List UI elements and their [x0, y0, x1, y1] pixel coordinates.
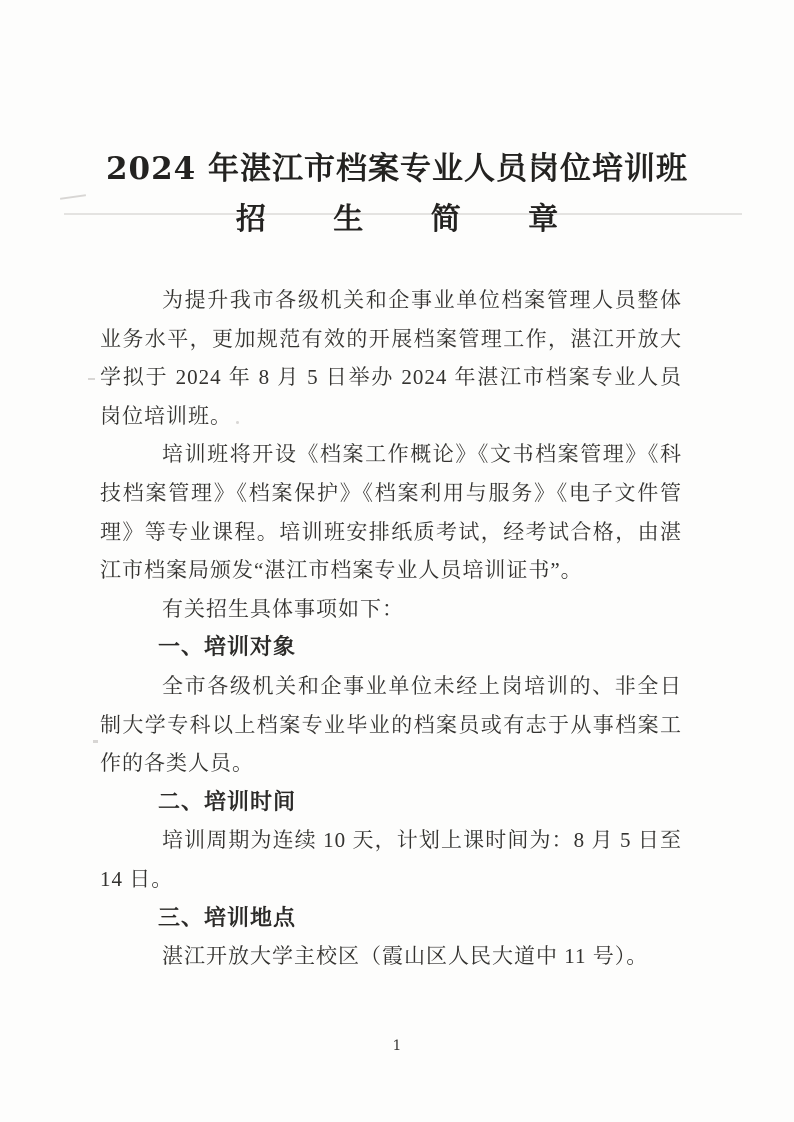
doc-title-line-1: 2024 年湛江市档案专业人员岗位培训班: [105, 151, 689, 187]
section-body-training-time: 培训周期为连续 10 天，计划上课时间为：8 月 5 日至 14 日。: [100, 828, 682, 891]
document-body: [100, 281, 682, 976]
intro-paragraph-lead-in: 有关招生具体事项如下：: [162, 596, 404, 621]
intro-paragraph-overview: 为提升我市各级机关和企事业单位档案管理人员整体业务水平，更加规范有效的开展档案管理工作，湛江开放大学拟于 2024 年 8 月 5 日举办 2024 年湛江市档案专业人员岗位培训班。: [100, 288, 682, 428]
section-body-training-location: 湛江开放大学主校区（霞山区人民大道中 11 号）。: [162, 944, 649, 969]
section-heading-training-time: 二、培训时间: [158, 788, 297, 814]
intro-paragraph-courses: 培训班将开设《档案工作概论》《文书档案管理》《科技档案管理》《档案保护》《档案利用与服务》《电子文件管理》等专业课程。培训班安排纸质考试，经考试合格，由湛江市档案局颁发“湛江市档案专业人员培训证书”。: [100, 442, 682, 583]
scan-speck: [93, 740, 98, 743]
section-body-training-target: 全市各级机关和企事业单位未经上岗培训的、非全日制大学专科以上档案专业毕业的档案员或有志于从事档案工作的各类人员。: [100, 673, 682, 776]
scan-speck: [88, 378, 95, 380]
section-heading-training-location: 三、培训地点: [158, 904, 297, 930]
document-header: [0, 0, 794, 240]
page-number: 1: [392, 1038, 402, 1054]
section-heading-training-target: 一、培训对象: [158, 634, 297, 660]
doc-title-line-2: 招 生 简 章: [235, 202, 587, 237]
